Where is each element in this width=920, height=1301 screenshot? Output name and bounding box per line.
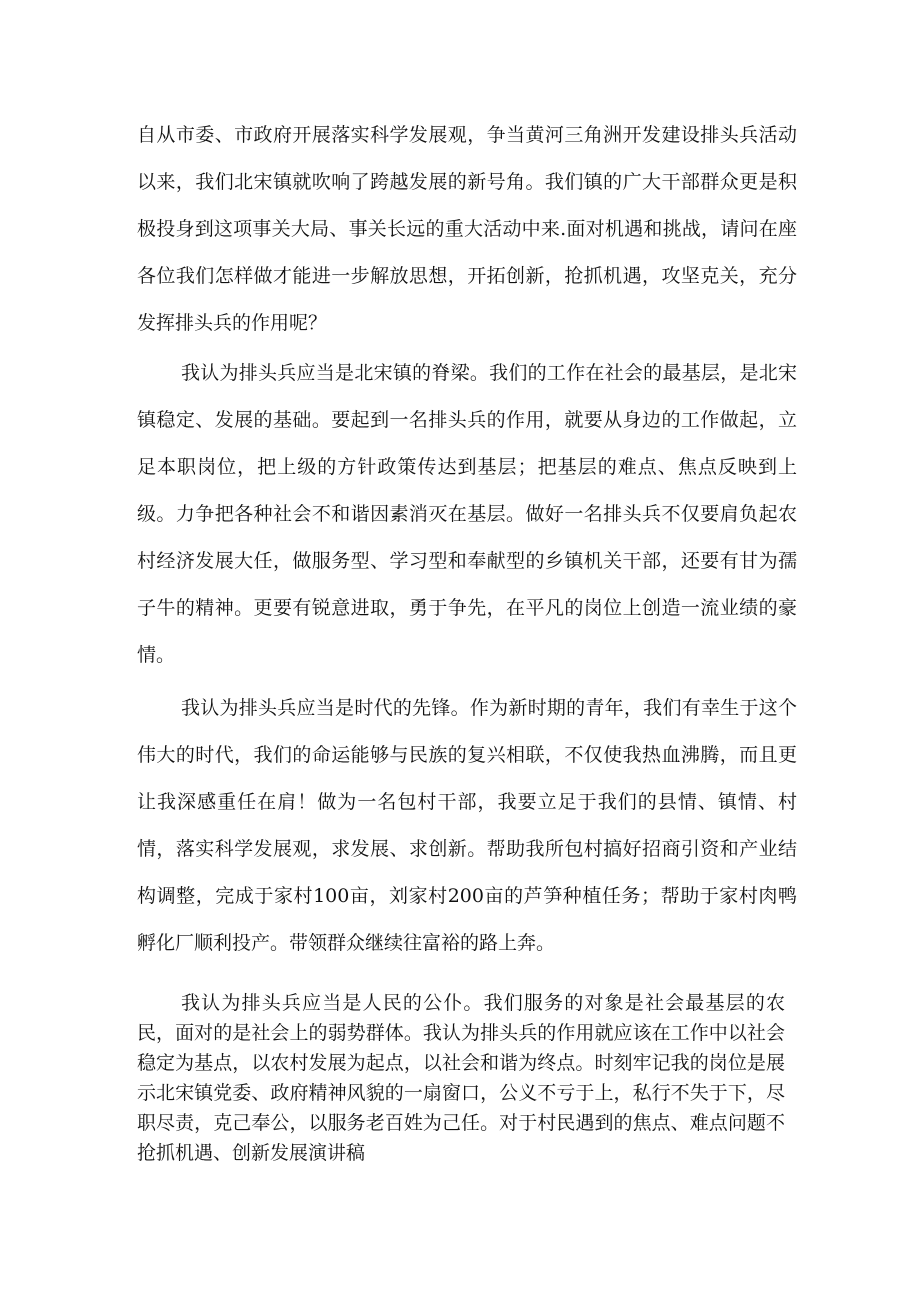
paragraph-public-servant: 我认为排头兵应当是人民的公仆。我们服务的对象是社会最基层的农民，面对的是社会上的弱势群体。我认为排头兵的作用就应该在工作中以社会稳定为基点，以农村发展为起点，以社会和谐为终点。时刻牢记我的岗位是展示北宋镇党委、政府精神风貌的一扇窗口，公义不亏于上，私行不失于下，尽职尽责，克己奉公，以服务老百姓为己任。对于村民遇到的焦点、难点问题不抢抓机遇、创新发展演讲稿	[137, 992, 785, 1164]
paragraph-intro: 自从市委、市政府开展落实科学发展观，争当黄河三角洲开发建设排头兵活动以来，我们北宋镇就吹响了跨越发展的新号角。我们镇的广大干部群众更是积极投身到这项事关大局、事关长远的重大活动中来.面对机遇和挑战，请问在座各位我们怎样做才能进一步解放思想，开拓创新，抢抓机遇，攻坚克关，充分发挥排头兵的作用呢？	[137, 124, 797, 334]
paragraph-pioneer: 我认为排头兵应当是时代的先锋。作为新时期的青年，我们有幸生于这个伟大的时代，我们的命运能够与民族的复兴相联，不仅使我热血沸腾，而且更让我深感重任在肩！做为一名包村干部，我要立足于我们的县情、镇情、村情，落实科学发展观，求发展、求创新。帮助我所包村搞好招商引资和产业结构调整，完成于家村100亩，刘家村200亩的芦笋种植任务；帮助于家村肉鸭孵化厂顺利投产。带领群众继续往富裕的路上奔。	[137, 697, 797, 954]
paragraph-backbone: 我认为排头兵应当是北宋镇的脊梁。我们的工作在社会的最基层，是北宋镇稳定、发展的基础。要起到一名排头兵的作用，就要从身边的工作做起，立足本职岗位，把上级的方针政策传达到基层；把基层的难点、焦点反映到上级。力争把各种社会不和谐因素消灭在基层。做好一名排头兵不仅要肩负起农村经济发展大任，做服务型、学习型和奉献型的乡镇机关干部，还要有甘为孺子牛的精神。更要有锐意进取，勇于争先，在平凡的岗位上创造一流业绩的豪情。	[137, 362, 797, 666]
